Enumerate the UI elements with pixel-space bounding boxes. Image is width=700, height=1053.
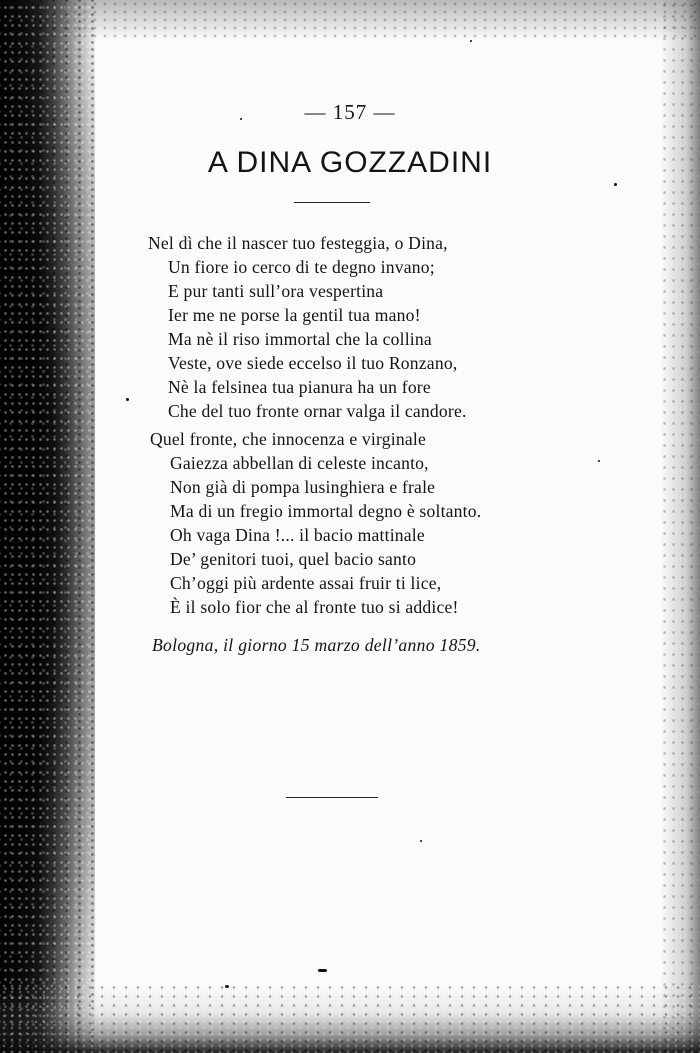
scan-speck (126, 398, 129, 401)
end-divider (286, 797, 378, 798)
verse-line: Un fiore io cerco di te degno invano; (168, 257, 435, 277)
verse-line: Ma di un fregio immortal degno è soltanto. (170, 501, 482, 521)
dateline: Bologna, il giorno 15 marzo dell’anno 1859. (152, 635, 481, 655)
verse-line: Ier me ne porse la gentil tua mano! (168, 305, 421, 325)
scan-speck (240, 118, 242, 120)
verse-line: Veste, ove siede eccelso il tuo Ronzano, (168, 353, 458, 373)
scan-speck (420, 840, 422, 842)
verse-line: È il solo fior che al fronte tuo si addice! (170, 597, 459, 617)
scan-speck (614, 183, 617, 186)
verse-line: Che del tuo fronte ornar valga il candore. (168, 401, 467, 421)
verse-line: Oh vaga Dina !... il bacio mattinale (170, 525, 425, 545)
verse-line: Nel dì che il nascer tuo festeggia, o Dina, (148, 233, 448, 253)
page-number: — 157 — (304, 100, 396, 124)
verse-line: Ch’oggi più ardente assai fruir ti lice, (170, 573, 442, 593)
verse-line: Nè la felsinea tua pianura ha un fore (168, 377, 431, 397)
verse-line: Ma nè il riso immortal che la collina (168, 329, 432, 349)
verse-line: Non già di pompa lusinghiera e frale (170, 477, 436, 497)
verse-line: De’ genitori tuoi, quel bacio santo (170, 549, 417, 569)
scan-speck (598, 460, 600, 462)
poem-title: A DINA GOZZADINI (207, 146, 493, 179)
title-divider (294, 202, 370, 203)
scan-speck (470, 40, 472, 42)
scan-speck (225, 985, 229, 988)
scan-shadow-bottom (0, 983, 700, 1053)
verse-line: Quel fronte, che innocenza e virginale (150, 429, 426, 449)
scan-speck (318, 969, 327, 972)
scan-shadow-top (0, 0, 700, 40)
verse-line: E pur tanti sull’ora vespertina (168, 281, 384, 301)
verse-line: Gaiezza abbellan di celeste incanto, (170, 453, 429, 473)
